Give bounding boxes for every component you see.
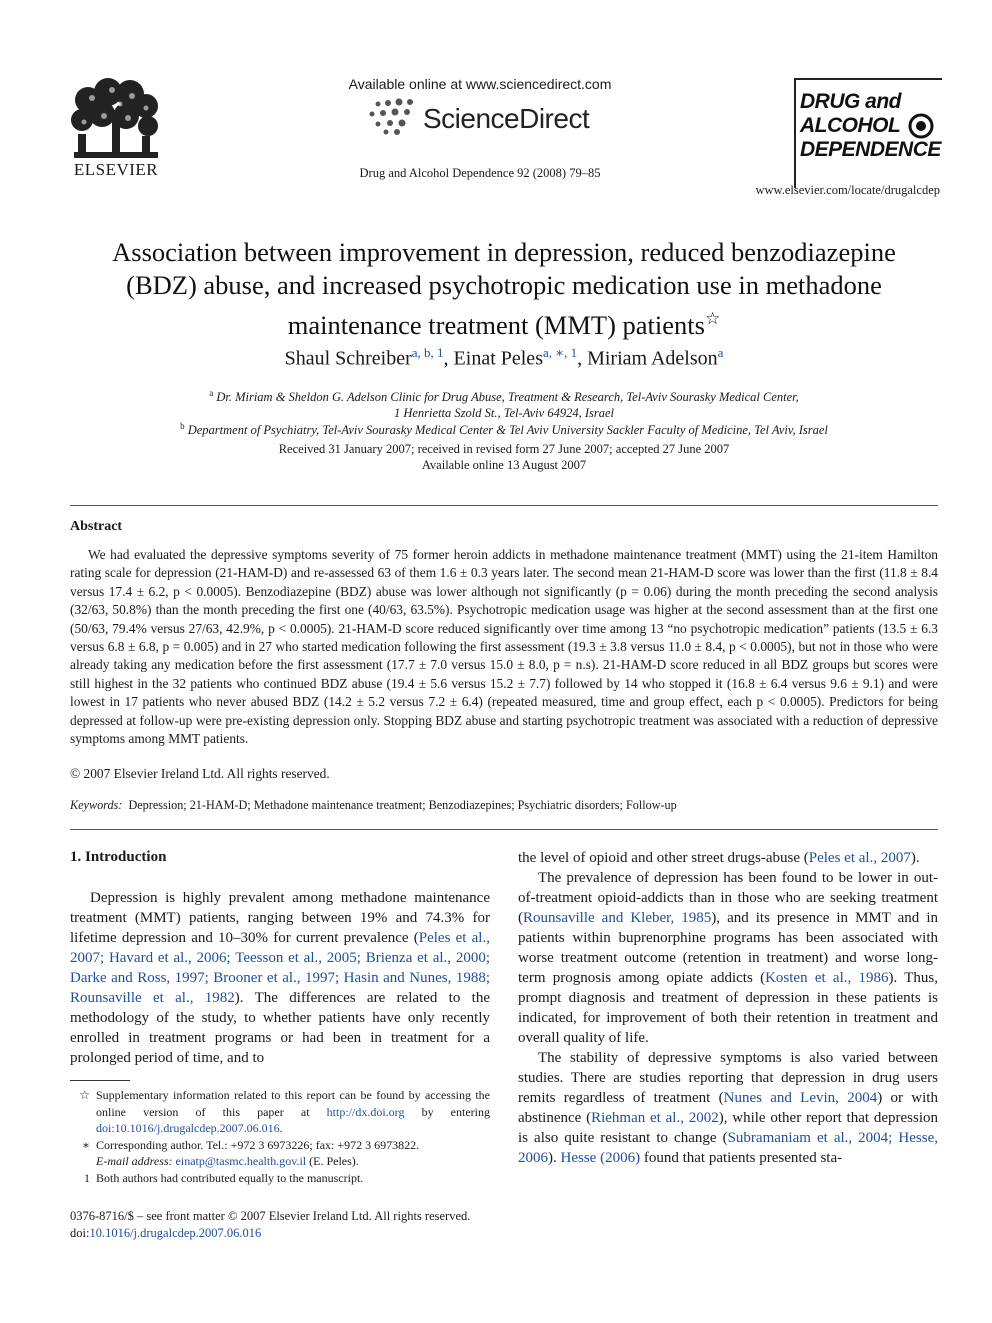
footnote bbox=[70, 1137, 490, 1170]
journal-emblem-icon bbox=[904, 113, 938, 139]
text-run: the level of opioid and other street drugs-abuse ( bbox=[518, 850, 809, 866]
journal-logo-line: DEPENDENCE bbox=[800, 138, 941, 161]
text-run: Supplementary information related to this report can be found by accessing the online version of this paper at bbox=[96, 1088, 490, 1119]
keywords bbox=[70, 798, 938, 813]
footnote-mark: ∗ bbox=[81, 1137, 90, 1152]
received-dates: Received 31 January 2007; received in revised form 27 June 2007; accepted 27 June 2007 bbox=[278, 442, 730, 456]
abstract-text: We had evaluated the depressive symptoms severity of 75 former heroin addicts in methadone maintenance treatment (MMT) using the 21-item Hamilton rating scale for depression (21-HAM-D) and re-assessed 63 of them 1.6 ± 0.3 years later. The second mean 21-HAM-D score was lower than the first (11.8 ± 8.4 versus 17.4 ± 6.2, p < 0.0005). Benzodiazepine (BDZ) abuse was lower although not significantly (p = 0.06) during the month preceding the second analysis (32/63, 50.8%) than the month preceding the first one (40/63, 63.5%). Psychotropic medication usage was higher at the second assessment than at the first one (50/63, 79.4% versus 27/63, 42.9%, p < 0.0005). 21-HAM-D score reduced significantly over time among 13 “no psychotropic medication” patients (13.5 ± 6.3 versus 6.8 ± 6.8, p = 0.005) and in 27 who started medication following the first assessment (19.3 ± 3.8 versus 11.0 ± 8.4, p < 0.0005), but not in those who were already taking any medication before the first assessment (17.7 ± 7.0 versus 15.0 ± 8.0, p = n.s). 21-HAM-D score reduced in all BDZ groups but scores were still highest in the 32 patients who continued BDZ abuse (19.4 ± 5.6 versus 15.2 ± 7.7) followed by 14 who stopped it (16.8 ± 6.4 versus 9.6 ± 9.1) and were lowest in 17 patients who never abused BDZ (14.2 ± 5.2 versus 7.2 ± 6.4) (repeated measured, time and group effect, each p < 0.0005). Predictors for being depressed at follow-up were pre-existing depression only. Stopping BDZ abuse and starting psychotropic treatment was associated with a reduction of depressive symptoms among MMT patients. bbox=[70, 547, 938, 747]
text-run: (E. Peles). bbox=[306, 1154, 359, 1169]
footnote-mark: ☆ bbox=[79, 1088, 90, 1102]
text-run: ). The differences are related to the methodology of the study, to whether patients have only recently enrolled in treatment programs or had been in treatment for a prolonged period of time, and to bbox=[70, 990, 490, 1066]
paragraph bbox=[518, 848, 938, 868]
affiliation-line: Department of Psychiatry, Tel-Aviv Sourasky Medical Center & Tel Aviv University Sackler Faculty of Medicine, Tel Aviv, Israel bbox=[187, 423, 828, 438]
journal-logo bbox=[794, 78, 942, 188]
affiliation-b bbox=[70, 418, 938, 438]
issn-line: 0376-8716/$ – see front matter © 2007 Elsevier Ireland Ltd. All rights reserved. bbox=[70, 1209, 471, 1223]
author-sup[interactable]: a bbox=[717, 345, 724, 360]
keywords-list: Depression; 21-HAM-D; Methadone maintenance treatment; Benzodiazepines; Psychiatric disorders; Follow-up bbox=[128, 798, 677, 812]
author-sup[interactable]: a, b, 1 bbox=[411, 345, 444, 360]
citation-link[interactable]: Peles et al., 2007; Havard et al., 2006; Teesson et al., 2005; Brienza et al., 2000; Darke and Ross, 1997; Brooner et al., 1997; Hasin and Nunes, 1988; Rounsaville et al., 1982 bbox=[70, 930, 490, 1006]
footnote bbox=[70, 1087, 490, 1137]
keywords-label: Keywords: bbox=[70, 798, 123, 812]
footnotes bbox=[70, 1087, 490, 1187]
journal-logo-line: DRUG and bbox=[800, 90, 901, 113]
text-run: ). Thus, prompt diagnosis and treatment of depression in these patients is indicated, for improvement of both their retention in treatment and overall quality of life. bbox=[518, 970, 938, 1046]
text-run: by entering bbox=[404, 1104, 490, 1119]
journal-citation: Drug and Alcohol Dependence 92 (2008) 79–85 bbox=[359, 166, 601, 180]
divider bbox=[70, 829, 938, 830]
doi-site-link[interactable]: http://dx.doi.org bbox=[326, 1104, 405, 1119]
doi-link[interactable]: doi:10.1016/j.drugalcdep.2007.06.016 bbox=[96, 1121, 280, 1136]
issn-block bbox=[70, 1208, 510, 1241]
text-run: found that patients presented sta- bbox=[640, 1150, 843, 1166]
author-name[interactable]: Miriam Adelson bbox=[587, 347, 718, 370]
text-run: Depression is highly prevalent among methadone maintenance treatment (MMT) patients, ranging between 19% and 74.3% for lifetime depression and 10–30% for current prevalence ( bbox=[70, 890, 490, 946]
paragraph bbox=[518, 1048, 938, 1168]
footnote-text: Both authors had contributed equally to the manuscript. bbox=[96, 1170, 364, 1185]
footnote-mark: 1 bbox=[84, 1170, 90, 1185]
paragraph bbox=[70, 888, 490, 1068]
journal-logo-line: ALCOHOL bbox=[800, 114, 901, 137]
body-column-right bbox=[518, 848, 938, 1168]
citation-link[interactable]: Peles et al., 2007 bbox=[808, 850, 911, 866]
affiliation-line: Dr. Miriam & Sheldon G. Adelson Clinic for Drug Abuse, Treatment & Research, Tel-Aviv Sourasky Medical Center, bbox=[216, 390, 799, 405]
title-footnote-star[interactable]: ☆ bbox=[704, 309, 721, 328]
paragraph bbox=[518, 868, 938, 1048]
section-heading: 1. Introduction bbox=[70, 849, 167, 865]
text-run: ). bbox=[548, 1150, 561, 1166]
abstract-heading: Abstract bbox=[70, 519, 123, 534]
author-name[interactable]: Shaul Schreiber bbox=[284, 347, 412, 370]
article-title bbox=[70, 236, 938, 342]
title-line: (BDZ) abuse, and increased psychotropic medication use in methadone bbox=[126, 270, 882, 300]
author-name[interactable]: Einat Peles bbox=[453, 347, 543, 370]
title-line: Association between improvement in depression, reduced benzodiazepine bbox=[112, 237, 896, 267]
text-run: ), and its presence in MMT and in patients within buprenorphine programs has been associated with worse treatment outcome (retention in treatment) and worse long-term prognosis among opiate addicts ( bbox=[518, 910, 938, 986]
doi-label: doi: bbox=[70, 1225, 90, 1240]
citation-link[interactable]: Rounsaville and Kleber, 1985 bbox=[523, 910, 712, 926]
available-date: Available online 13 August 2007 bbox=[421, 458, 587, 472]
author-list: Shaul Schreiber$^{a, b, 1}$, Einat Peles$^{a, ∗, 1}$, Miriam Adelson$^a$ bbox=[284, 345, 724, 370]
text-run: ) or with abstinence ( bbox=[518, 1090, 938, 1126]
citation-link[interactable]: Nunes and Levin, 2004 bbox=[723, 1090, 878, 1106]
sciencedirect-logo-text: ScienceDirect bbox=[423, 103, 590, 134]
journal-url[interactable]: www.elsevier.com/locate/drugalcdep bbox=[755, 183, 940, 197]
text-run: The prevalence of depression has been found to be lower in out-of-treatment opioid-addicts than in those who are seeking treatment ( bbox=[518, 870, 938, 926]
affiliation-a bbox=[70, 385, 938, 421]
title-line: maintenance treatment (MMT) patients bbox=[287, 310, 705, 340]
doi-link[interactable]: 10.1016/j.drugalcdep.2007.06.016 bbox=[89, 1225, 262, 1240]
email-link[interactable]: einatp@tasmc.health.gov.il bbox=[175, 1154, 307, 1169]
affiliation-line: 1 Henrietta Szold St., Tel-Aviv 64924, Israel bbox=[393, 406, 614, 421]
abstract-copyright: © 2007 Elsevier Ireland Ltd. All rights reserved. bbox=[70, 766, 330, 781]
footnote-divider bbox=[70, 1080, 130, 1081]
affiliation-mark: b bbox=[180, 421, 185, 431]
email-label: E-mail address: bbox=[96, 1154, 173, 1169]
text-run: ). bbox=[910, 850, 920, 866]
citation-link[interactable]: Hesse (2006) bbox=[560, 1150, 641, 1166]
affiliation-mark: a bbox=[209, 388, 214, 398]
divider bbox=[70, 505, 938, 506]
text-run: . bbox=[279, 1121, 283, 1136]
text-run: The stability of depressive symptoms is also varied between studies. There are studies reporting that depression in drug users remits regardless of treatment ( bbox=[518, 1050, 938, 1106]
citation-link[interactable]: Riehman et al., 2002 bbox=[591, 1110, 719, 1126]
author-sup[interactable]: a, ∗, 1 bbox=[542, 345, 578, 360]
body-column-left bbox=[70, 888, 490, 1068]
text-run: Corresponding author. Tel.: +972 3 6973226; fax: +972 3 6973822. bbox=[96, 1137, 420, 1152]
citation-link[interactable]: Subramaniam et al., 2004; Hesse, 2006 bbox=[518, 1130, 938, 1166]
text-run: ), while other report that depression is also quite resistant to change ( bbox=[518, 1110, 938, 1146]
available-online-text: Available online at www.sciencedirect.com bbox=[348, 76, 612, 92]
footnote bbox=[70, 1170, 490, 1187]
publisher-name: ELSEVIER bbox=[73, 160, 159, 179]
citation-link[interactable]: Kosten et al., 1986 bbox=[765, 970, 889, 986]
